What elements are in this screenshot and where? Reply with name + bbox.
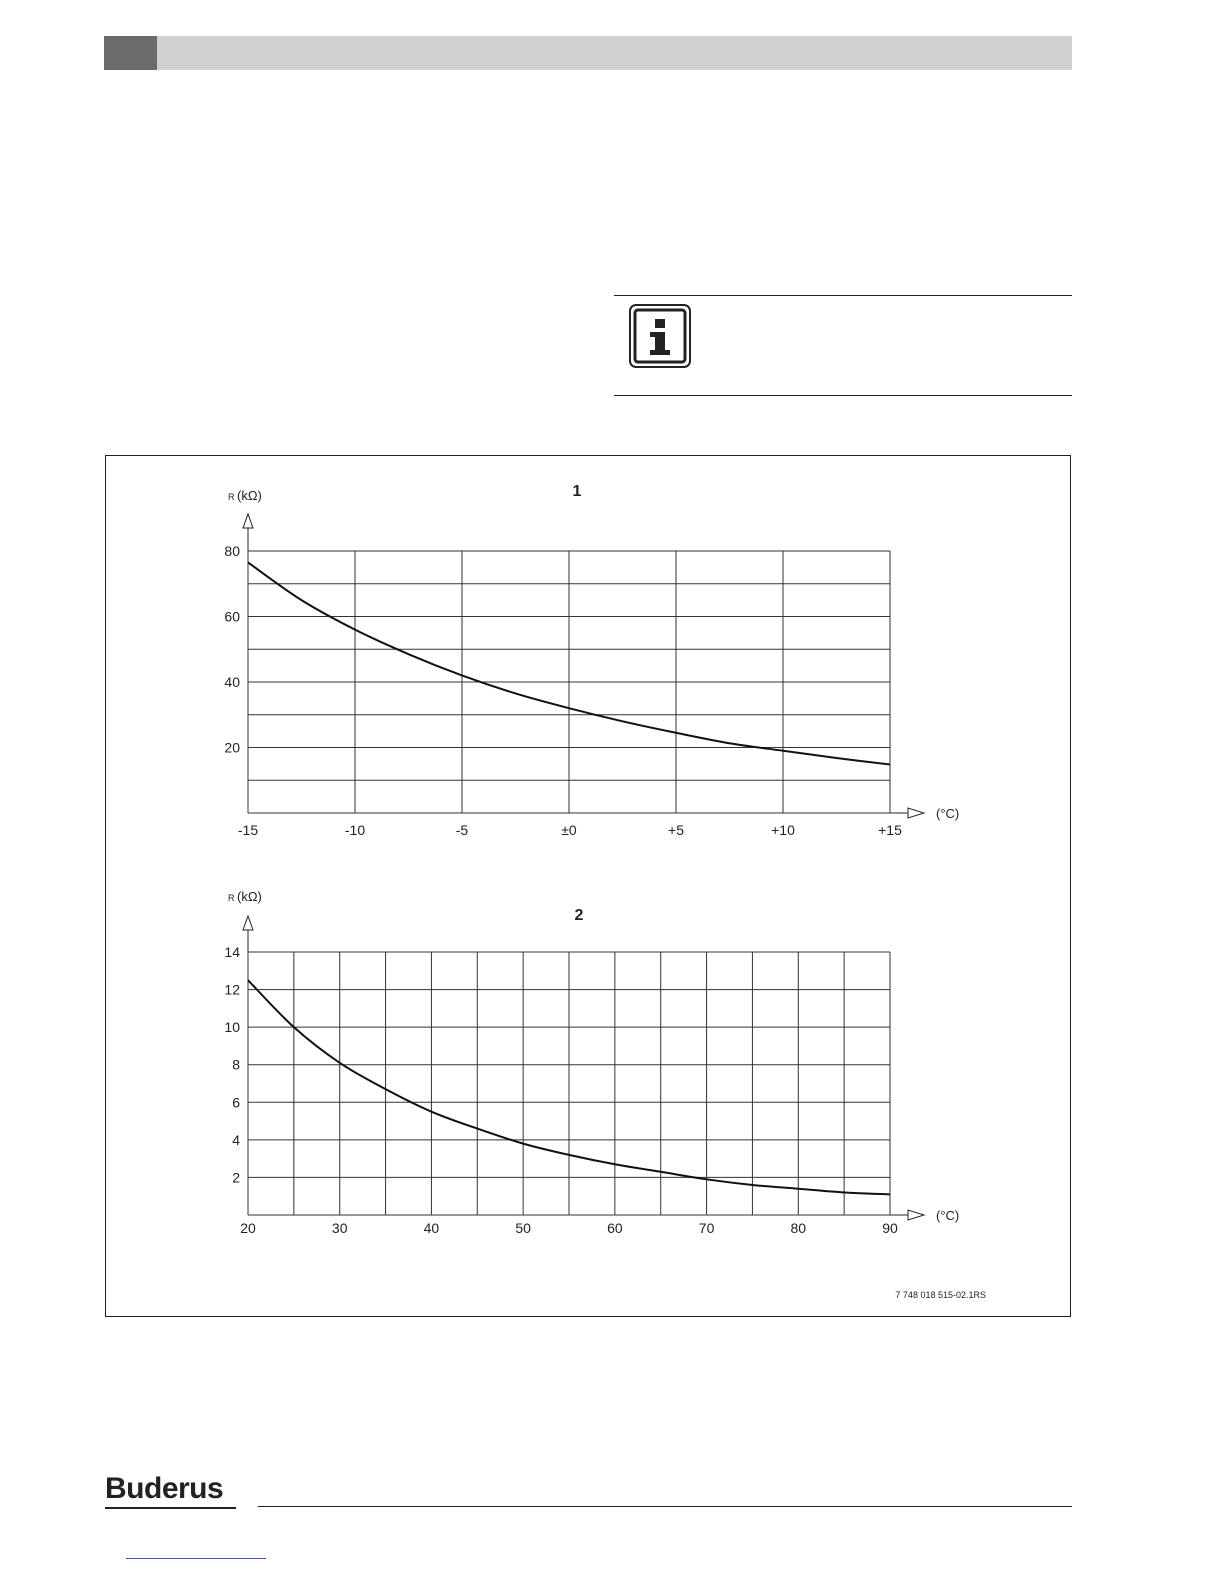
x-tick-label: -10	[344, 822, 366, 838]
y-axis-label: R (kΩ)	[228, 488, 262, 503]
figure-code: 7 748 018 515-02.1RS	[895, 1290, 986, 1300]
x-tick-label: 50	[515, 1220, 531, 1236]
chart-ntc-outdoor	[224, 483, 959, 838]
x-tick-label: 30	[331, 1220, 348, 1236]
y-tick-label: 8	[232, 1056, 240, 1073]
x-tick-label: 90	[882, 1220, 898, 1236]
x-tick-label: +5	[668, 822, 684, 838]
x-tick-label: +15	[878, 822, 902, 838]
x-axis-label: (°C)	[936, 1208, 960, 1223]
x-axis-arrow	[908, 808, 924, 818]
y-tick-label: 20	[224, 739, 240, 756]
brand-underline	[105, 1507, 236, 1509]
y-tick-label: 60	[224, 608, 240, 625]
y-tick-label: 2	[232, 1169, 240, 1186]
note-bottom-rule	[614, 395, 1072, 396]
figure-canvas	[106, 456, 1072, 1318]
x-tick-label: -15	[237, 822, 259, 838]
y-tick-label: 14	[224, 944, 240, 960]
brand-logo: Buderus	[105, 1472, 224, 1505]
x-tick-label: -5	[455, 822, 469, 838]
y-axis-arrow	[243, 916, 253, 930]
x-tick-label: 70	[698, 1220, 715, 1236]
header-bar	[104, 36, 1072, 70]
info-icon	[629, 304, 691, 368]
y-tick-label: 80	[224, 543, 240, 559]
x-tick-label: 40	[423, 1220, 440, 1236]
chart-title: 1	[572, 483, 582, 500]
x-tick-label: ±0	[561, 822, 577, 838]
footer-rule	[258, 1506, 1072, 1507]
chart-ntc-boiler	[224, 889, 959, 1236]
x-tick-label: +10	[771, 822, 795, 838]
y-tick-label: 40	[224, 674, 240, 690]
y-tick-label: 10	[224, 1019, 240, 1036]
note-top-rule	[614, 295, 1072, 296]
chart-title: 2	[574, 907, 584, 924]
footer-link-rule	[126, 1558, 266, 1559]
y-axis-arrow	[243, 514, 253, 528]
y-tick-label: 12	[224, 981, 240, 998]
x-axis-label: (°C)	[936, 806, 960, 821]
figure-frame	[105, 455, 1071, 1317]
y-axis-label: R (kΩ)	[228, 889, 262, 904]
chapter-marker	[104, 36, 157, 70]
x-axis-arrow	[908, 1210, 924, 1220]
x-tick-label: 60	[607, 1220, 623, 1236]
x-tick-label: 80	[790, 1220, 807, 1236]
y-tick-label: 4	[232, 1131, 240, 1148]
y-tick-label: 6	[232, 1094, 240, 1111]
x-tick-label: 20	[240, 1220, 256, 1236]
